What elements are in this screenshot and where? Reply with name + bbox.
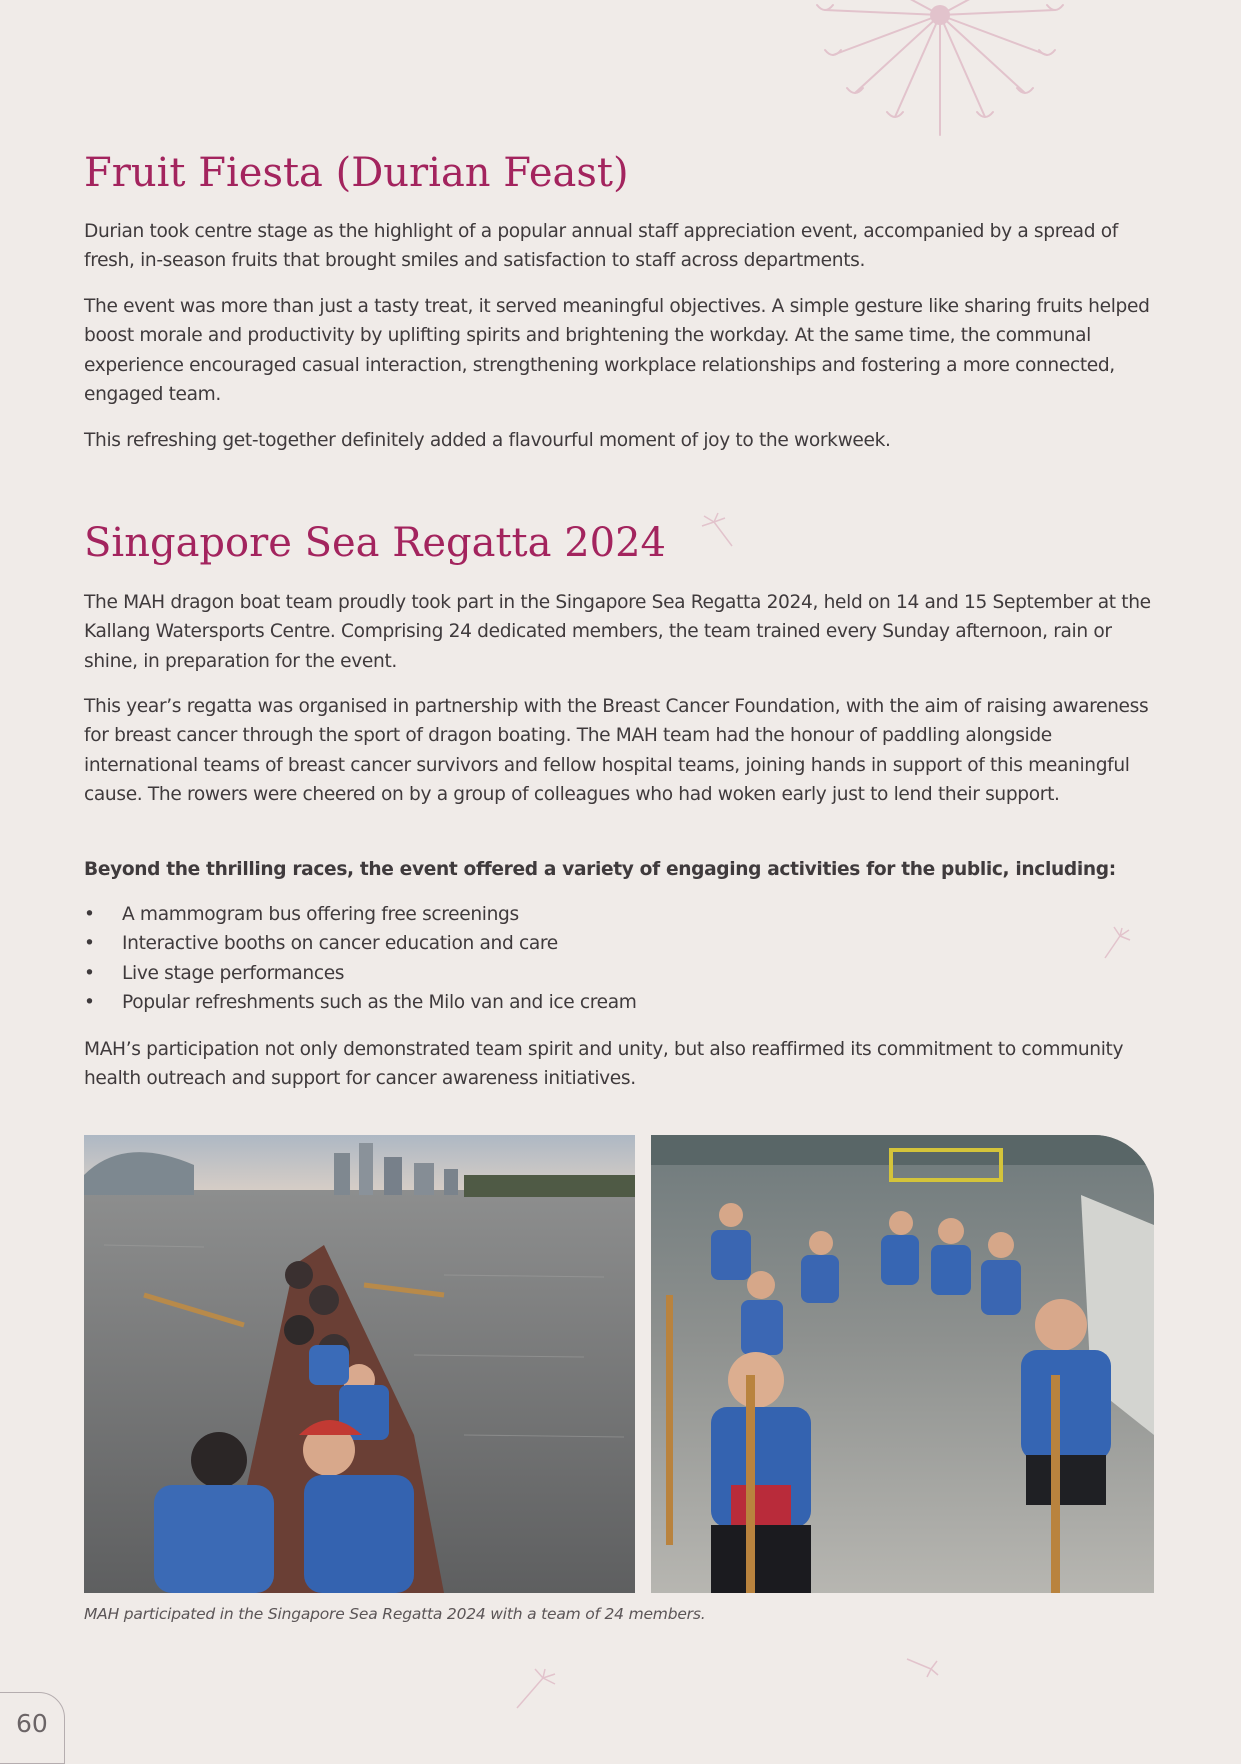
bullet-icon: • (84, 933, 95, 955)
paragraph: This refreshing get-together definitely added a flavourful moment of joy to the workweek. (84, 430, 891, 451)
section-title-fruit-fiesta: Fruit Fiesta (Durian Feast) (84, 150, 629, 196)
bullet-icon: • (84, 904, 95, 925)
list-item: • Popular refreshments such as the Milo van and ice cream (84, 988, 1084, 1017)
activities-list (84, 900, 1084, 1018)
paragraph: This year’s regatta was organised in partnership with the Breast Cancer Foundation, with the aim of raising awareness for breast cancer through the sport of dragon boating. The MAH team had the honour of paddling alongside international teams of breast cancer survivors and fellow hospital teams, joining hands in support of this meaningful cause. The rowers were cheered on by a group of colleagues who had woken early just to lend their support. (84, 696, 1149, 806)
paragraph: The event was more than just a tasty treat, it served meaningful objectives. A simple gesture like sharing fruits helped boost morale and productivity by uplifting spirits and brightening the workday. At the same time, the communal experience encouraged casual interaction, strengthening workplace relationships and fostering a more connected, engaged team. (84, 296, 1150, 406)
paragraph: MAH’s participation not only demonstrated team spirit and unity, but also reaffirmed its commitment to community health outreach and support for cancer awareness initiatives. (84, 1039, 1124, 1090)
list-item: • Live stage performances (84, 959, 1084, 988)
paragraph: Durian took centre stage as the highlight of a popular annual staff appreciation event, accompanied by a spread of fresh, in-season fruits that brought smiles and satisfaction to staff across departments. (84, 221, 1118, 272)
small-dandelion-icon (1102, 926, 1132, 960)
small-dandelion-icon (905, 1655, 939, 1679)
page-number: 60 (16, 1709, 48, 1738)
bullet-icon: • (84, 992, 95, 1014)
list-intro: Beyond the thrilling races, the event offered a variety of engaging activities for the public, including: (84, 859, 1116, 880)
section-title-sea-regatta: Singapore Sea Regatta 2024 (84, 520, 666, 566)
paragraph: The MAH dragon boat team proudly took part in the Singapore Sea Regatta 2024, held on 14 and 15 September at the Kallang Watersports Centre. Comprising 24 dedicated members, the team trained every Sunday afternoon, rain or shine, in preparation for the event. (84, 592, 1151, 672)
dandelion-decoration-icon (815, 0, 1065, 140)
team-group-photo (651, 1135, 1154, 1593)
bullet-icon: • (84, 962, 95, 984)
list-item: • Interactive booths on cancer education and care (84, 929, 1084, 958)
dragon-boat-photo (84, 1135, 635, 1593)
photo-caption: MAH participated in the Singapore Sea Regatta 2024 with a team of 24 members. (84, 1605, 706, 1623)
small-dandelion-icon (515, 1668, 557, 1710)
list-item: • A mammogram bus offering free screenings (84, 900, 1084, 929)
small-dandelion-icon (700, 512, 740, 548)
